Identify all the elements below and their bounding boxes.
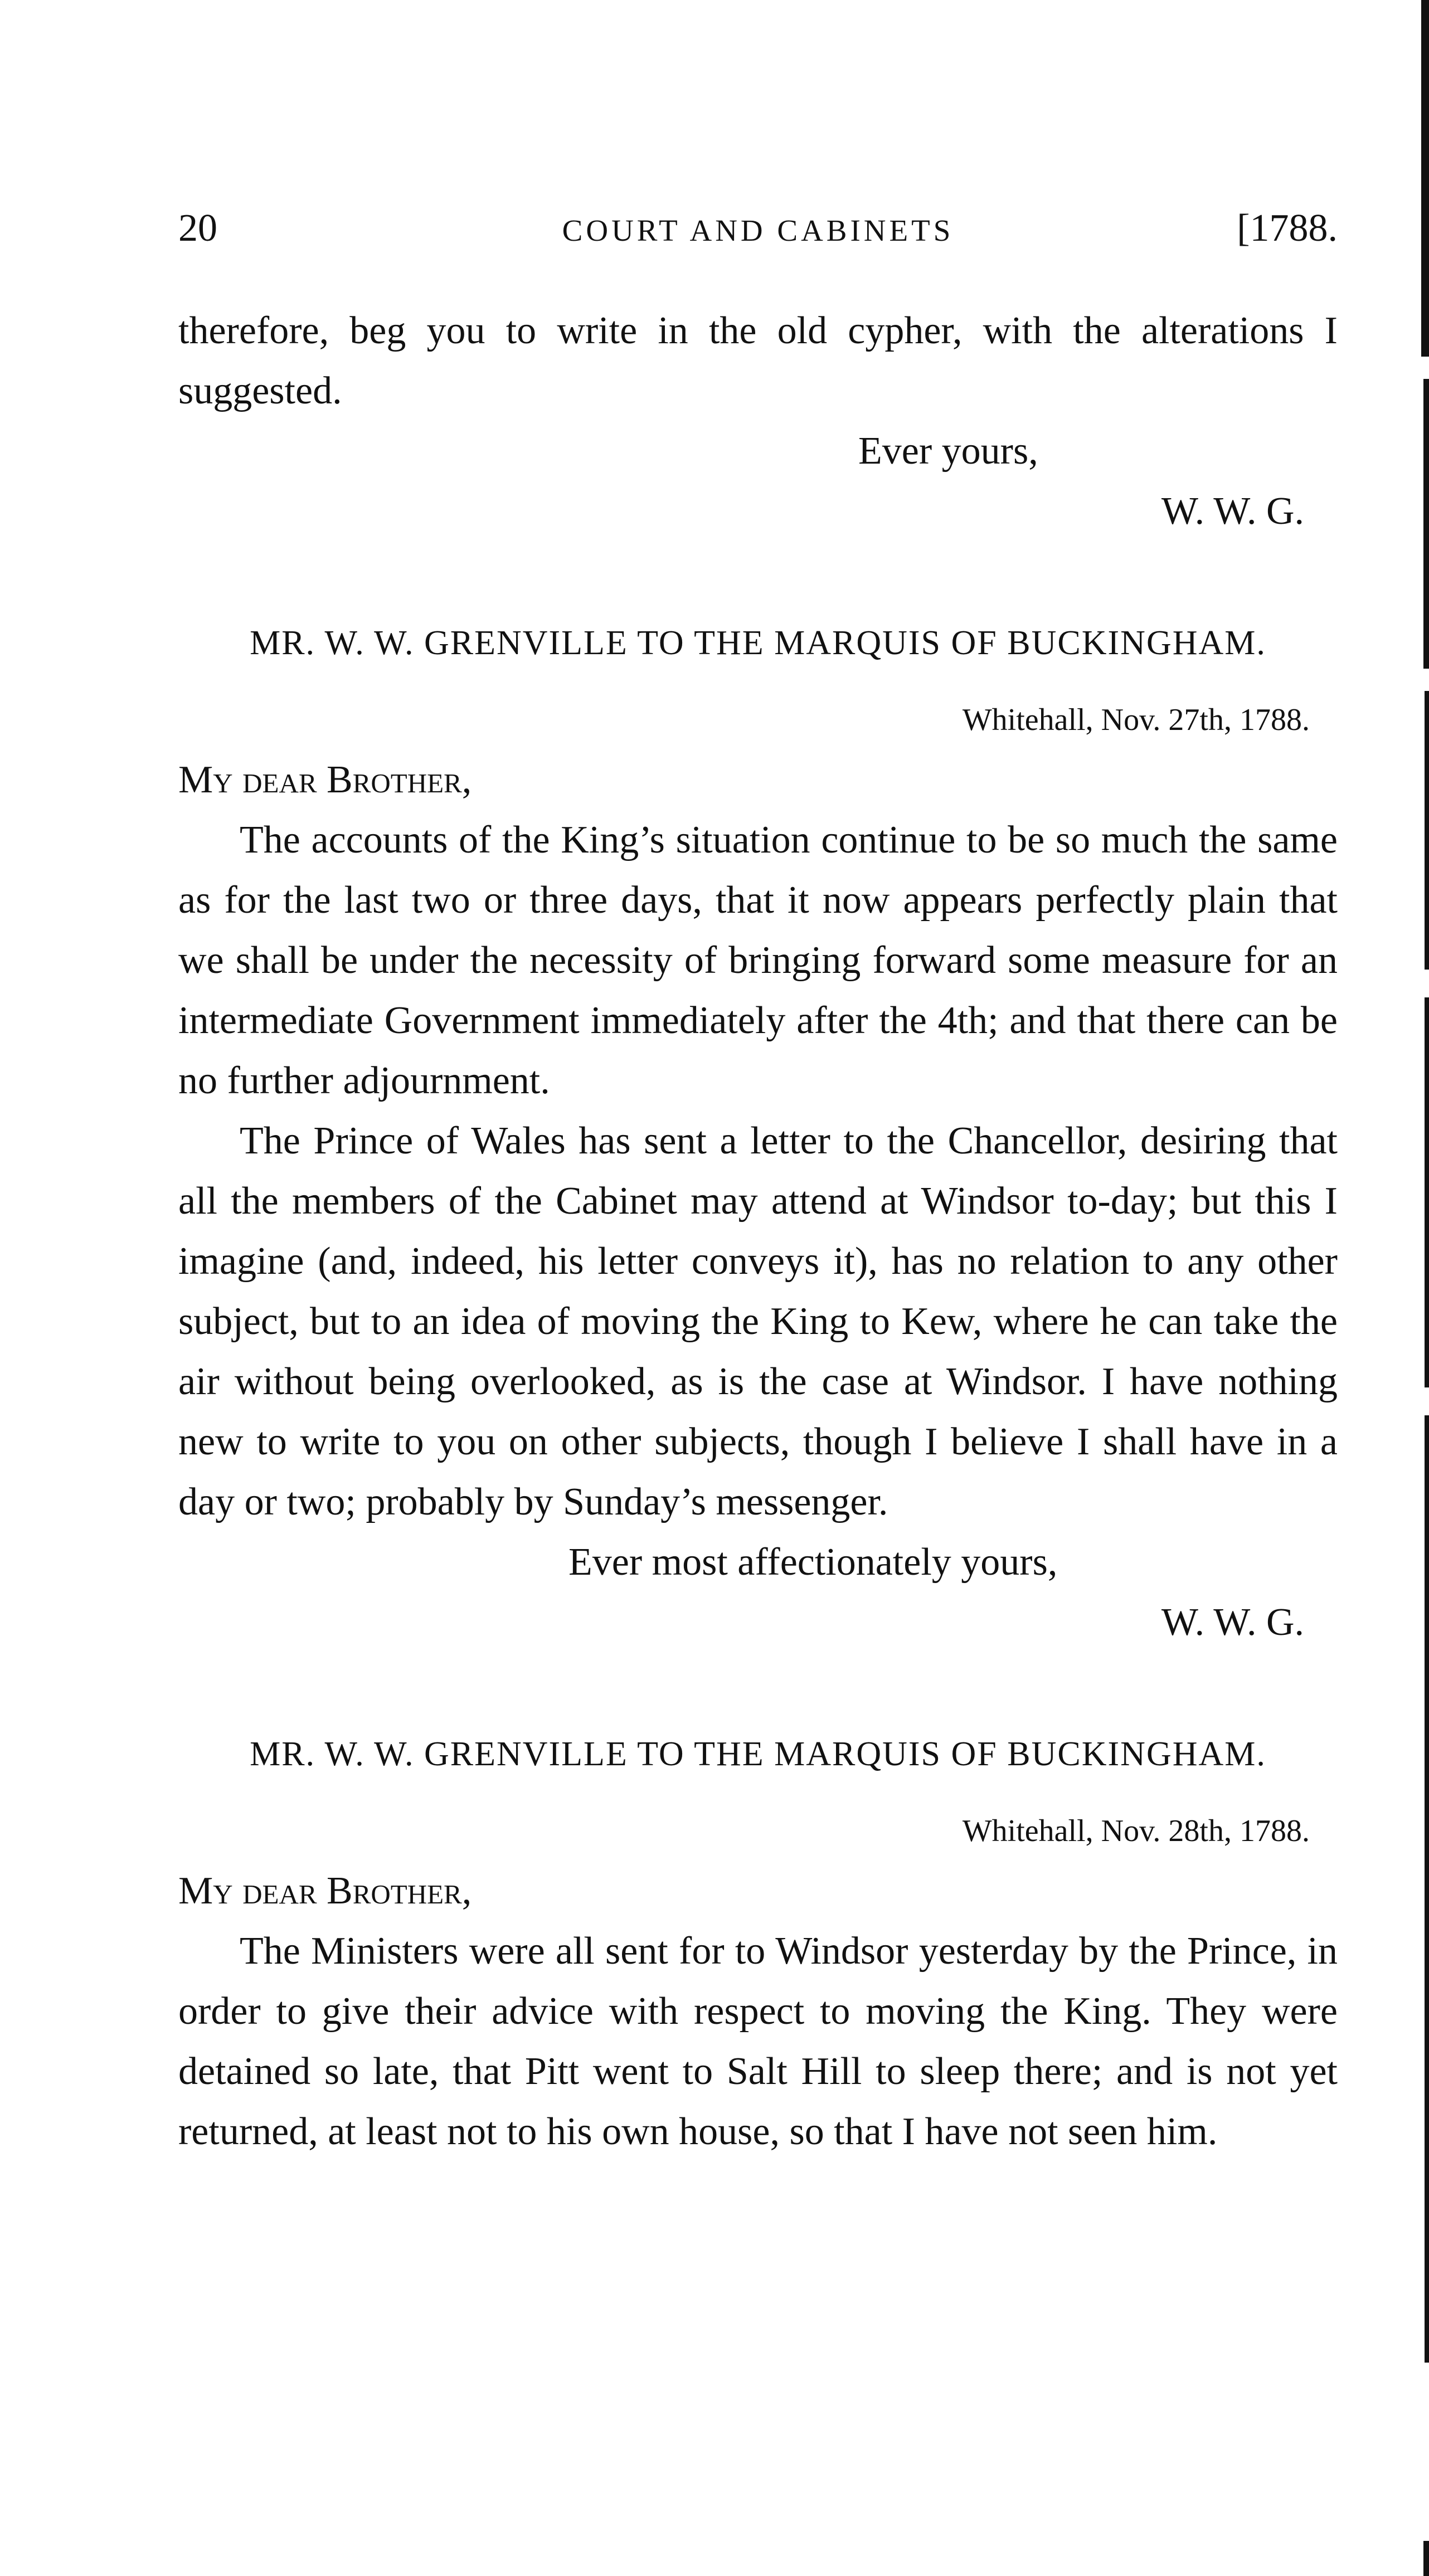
page-edge-shadow <box>1425 691 1429 970</box>
page-edge-shadow <box>1423 2541 1429 2576</box>
page-body <box>178 301 1338 2162</box>
letter-paragraph: The accounts of the King’s situation continue to be so much the same as for the last two or three days, that it now appears perfectly plain that we shall be under the necessity of bringing forward some measure for an intermediate Government immediately after the 4th; and that there can be no further adjournment. <box>178 819 1338 1102</box>
letter-dateline: Whitehall, Nov. 28th, 1788. <box>962 1814 1310 1848</box>
running-year: [1788. <box>1237 207 1338 250</box>
page-edge-shadow <box>1425 1415 1429 2363</box>
running-header <box>178 206 1338 256</box>
letter-paragraph: The Ministers were all sent for to Windsor yesterday by the Prince, in order to give their advice with respect to moving the King. They were detained so late, that Pitt went to Salt Hill to sleep there; and is not yet returned, at least not to his own house, so that I have not seen him. <box>178 1930 1338 2153</box>
page-edge-shadow <box>1425 997 1429 1387</box>
page-number: 20 <box>178 207 217 250</box>
letter-heading: MR. W. W. GRENVILLE TO THE MARQUIS OF BUCKINGHAM. <box>250 1735 1266 1773</box>
letter-signature: W. W. G. <box>1161 490 1304 533</box>
letter-salutation: My dear Brother, <box>178 758 472 801</box>
letter-heading: MR. W. W. GRENVILLE TO THE MARQUIS OF BUCKINGHAM. <box>250 624 1266 662</box>
letter-signature: W. W. G. <box>1161 1601 1304 1644</box>
letter-dateline: Whitehall, Nov. 27th, 1788. <box>962 703 1310 737</box>
letter-paragraph: The Prince of Wales has sent a letter to the Chancellor, desiring that all the members of the Cabinet may attend at Windsor to-day; but this I imagine (and, indeed, his letter conveys it), has no relation to any other subject, but to an idea of moving the King to Kew, where he can take the air without being overlooked, as is the case at Windsor. I have nothing new to write to you on other subjects, though I believe I shall have in a day or two; probably by Sunday’s messenger. <box>178 1119 1338 1523</box>
letter-salutation: My dear Brother, <box>178 1869 472 1912</box>
page-edge-shadow <box>1423 379 1429 669</box>
continuation-paragraph: therefore, beg you to write in the old cypher, with the alterations I suggested. <box>178 309 1338 412</box>
letter-closing: Ever most affectionately yours, <box>568 1541 1058 1584</box>
page-edge-shadow <box>1421 0 1429 357</box>
running-title: COURT AND CABINETS <box>562 213 954 247</box>
letter-closing: Ever yours, <box>858 430 1038 473</box>
